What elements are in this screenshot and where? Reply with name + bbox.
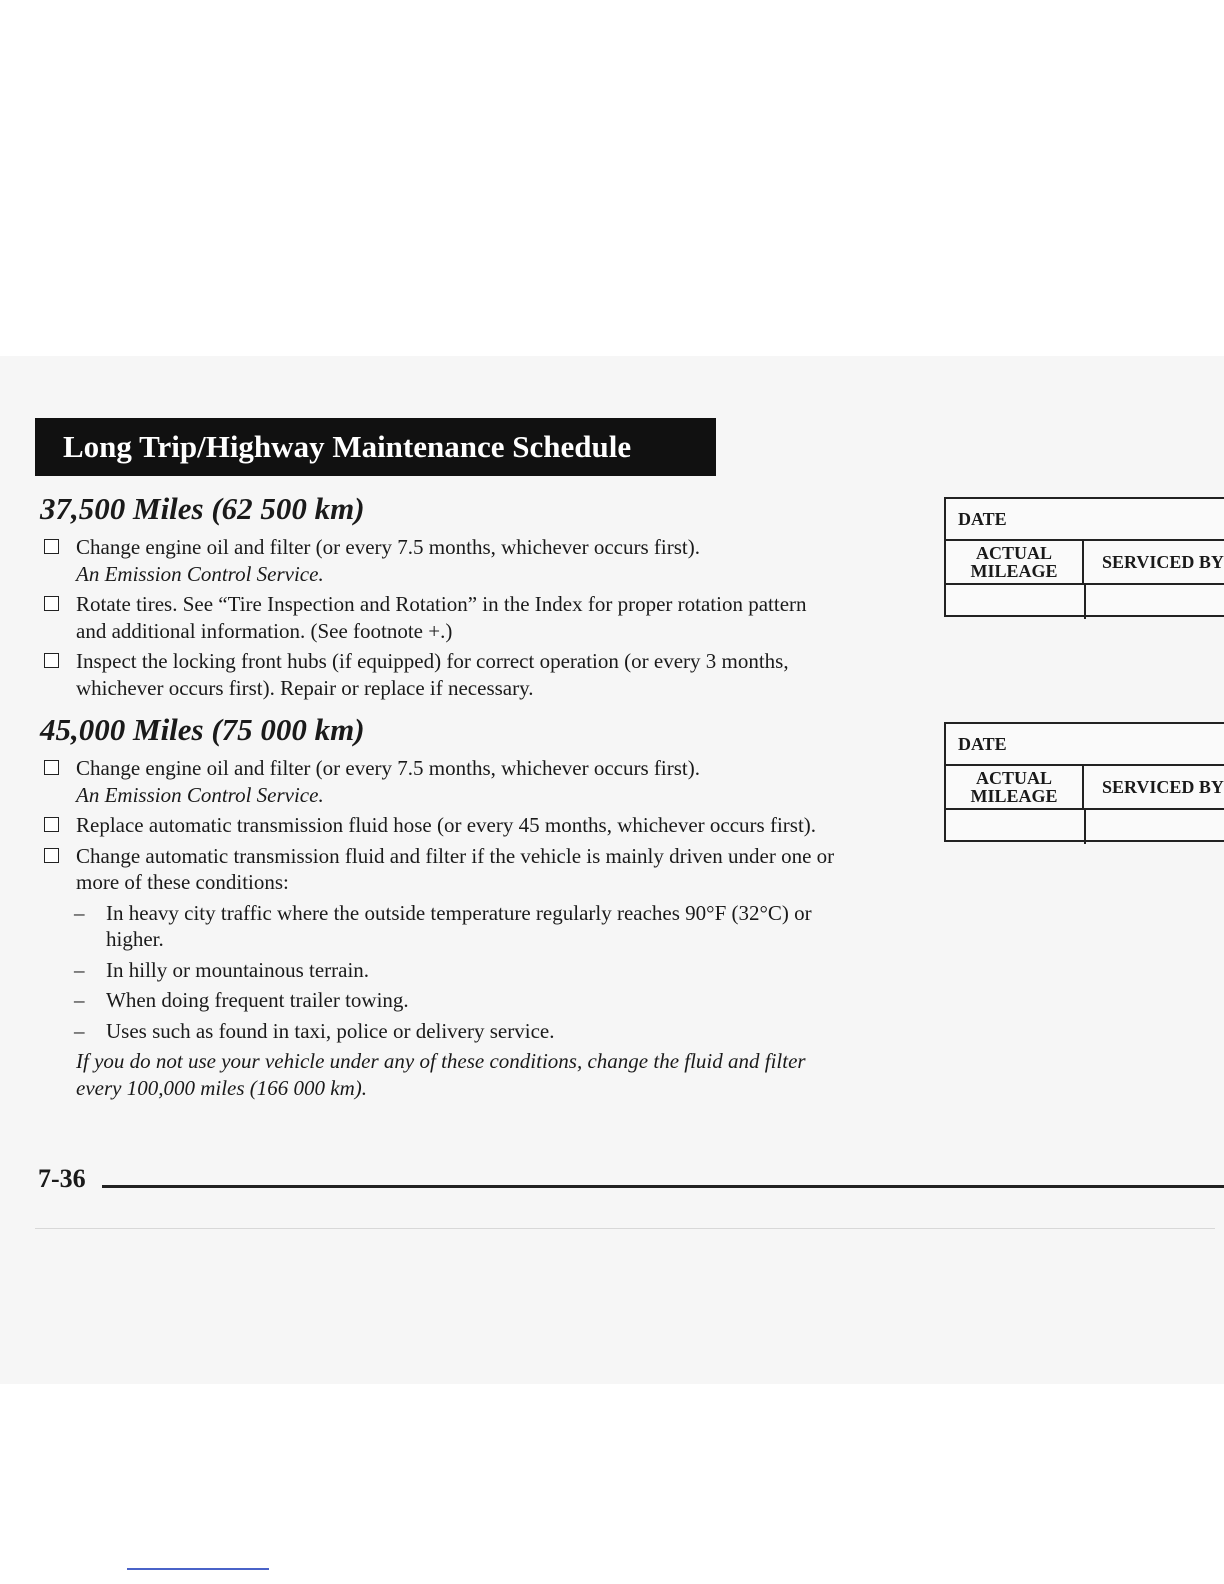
section-heading: 45,000 Miles (75 000 km) <box>40 712 365 747</box>
condition-item <box>40 987 840 1014</box>
item-text: Inspect the locking front hubs (if equipped) for correct operation (or every 3 months, whichever occurs first). Repair or replace if necessary. <box>76 649 789 700</box>
serviced-by-label: SERVICED BY <box>1102 777 1224 797</box>
checkbox[interactable] <box>44 653 59 668</box>
schedule-content <box>40 488 840 1101</box>
condition-text: In heavy city traffic where the outside temperature regularly reaches 90°F (32°C) or higher. <box>106 900 812 951</box>
checklist-item <box>40 591 840 644</box>
mileage-entry-field[interactable] <box>946 810 1086 844</box>
checkbox[interactable] <box>44 539 59 554</box>
condition-item <box>40 1018 840 1045</box>
checklist-item <box>40 648 840 701</box>
checklist-item <box>40 534 840 587</box>
condition-item <box>40 900 840 953</box>
serviced-by-entry-field[interactable] <box>1086 810 1224 844</box>
checkbox[interactable] <box>44 596 59 611</box>
service-record-box-37500 <box>944 497 1224 617</box>
section-45000 <box>40 709 840 1101</box>
section-heading: 37,500 Miles (62 500 km) <box>40 491 365 526</box>
record-entry-row <box>946 585 1224 619</box>
actual-mileage-label: ACTUAL MILEAGE <box>946 541 1084 583</box>
date-field[interactable]: DATE <box>946 499 1224 541</box>
record-header-row <box>946 541 1224 585</box>
emission-note: An Emission Control Service. <box>76 561 324 586</box>
item-text: Change automatic transmission fluid and filter if the vehicle is mainly driven under one or more of these conditions: <box>76 843 835 894</box>
dash-bullet: – <box>74 1018 85 1043</box>
condition-text: In hilly or mountainous terrain. <box>106 957 370 982</box>
condition-text: When doing frequent trailer towing. <box>106 988 409 1012</box>
section-37500 <box>40 488 840 701</box>
item-text: Rotate tires. See “Tire Inspection and Rotation” in the Index for proper rotation pattern and additional information. (See footnote +.) <box>76 592 807 643</box>
item-text: Change engine oil and filter (or every 7.5 months, whichever occurs first). <box>76 535 700 559</box>
divider <box>35 1228 1215 1229</box>
item-text: Replace automatic transmission fluid hose (or every 45 months, whichever occurs first). <box>76 813 817 837</box>
emission-note: An Emission Control Service. <box>76 782 324 807</box>
actual-mileage-label: ACTUAL MILEAGE <box>946 766 1084 808</box>
record-entry-row <box>946 810 1224 844</box>
item-text: Change engine oil and filter (or every 7.5 months, whichever occurs first). <box>76 756 700 780</box>
dash-bullet: – <box>74 957 85 982</box>
record-header-row <box>946 766 1224 810</box>
condition-text: Uses such as found in taxi, police or delivery service. <box>106 1018 555 1043</box>
footer-rule <box>102 1185 1224 1188</box>
dash-bullet: – <box>74 988 85 1012</box>
date-field[interactable]: DATE <box>946 724 1224 766</box>
page-footer <box>38 1164 1188 1200</box>
bottom-underline <box>127 1568 269 1570</box>
fluid-footnote: If you do not use your vehicle under any of these conditions, change the fluid and filter every 100,000 miles (166 000 km). <box>76 1049 806 1100</box>
mileage-entry-field[interactable] <box>946 585 1086 619</box>
service-record-box-45000 <box>944 722 1224 842</box>
serviced-by-entry-field[interactable] <box>1086 585 1224 619</box>
checkbox[interactable] <box>44 760 59 775</box>
page-title: Long Trip/Highway Maintenance Schedule <box>35 418 716 476</box>
checklist-item <box>40 755 840 808</box>
checkbox[interactable] <box>44 817 59 832</box>
checklist-item <box>40 812 840 839</box>
condition-item <box>40 957 840 984</box>
checkbox[interactable] <box>44 848 59 863</box>
checklist-item <box>40 843 840 896</box>
page-number: 7-36 <box>38 1164 86 1193</box>
dash-bullet: – <box>74 900 85 925</box>
serviced-by-label: SERVICED BY <box>1102 552 1224 572</box>
